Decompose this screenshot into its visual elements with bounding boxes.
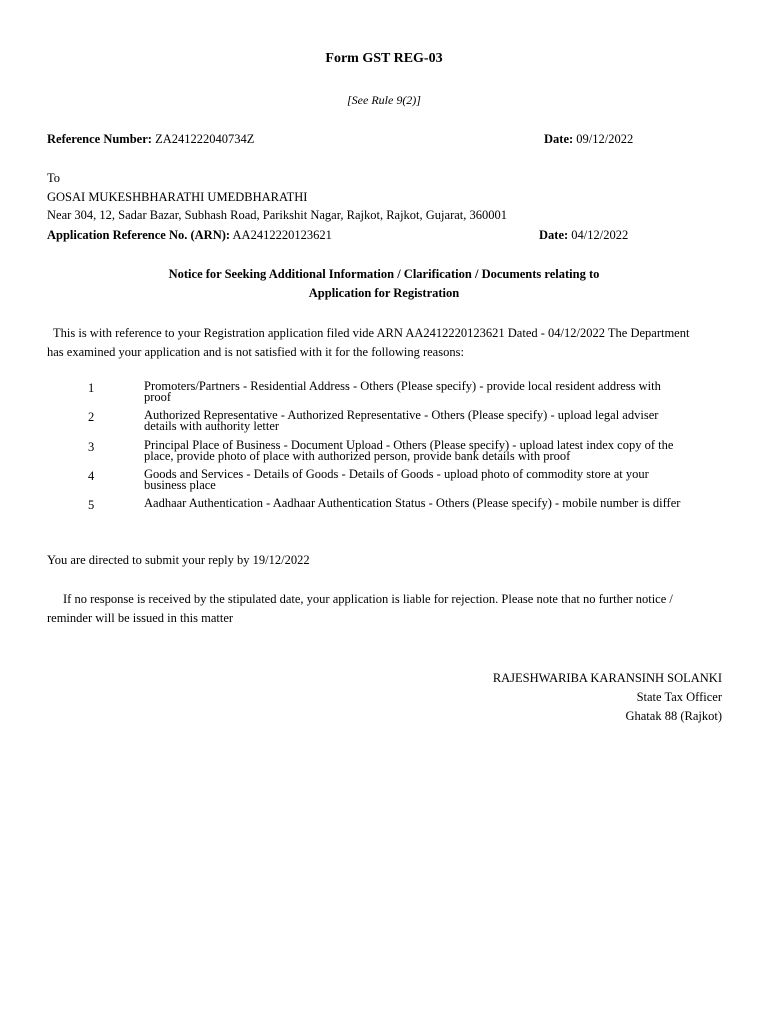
reference-number-label: Reference Number: [47, 132, 152, 146]
reason-number: 3 [88, 440, 95, 454]
reference-date-row [544, 132, 633, 147]
arn-label: Application Reference No. (ARN): [47, 228, 231, 242]
reply-directive: You are directed to submit your reply by 19/12/2022 [47, 553, 310, 567]
reference-date-value: 09/12/2022 [576, 132, 634, 146]
signatory-name: RAJESHWARIBA KARANSINH SOLANKI [492, 671, 722, 685]
reference-number-row [47, 132, 254, 147]
recipient-address: Near 304, 12, Sadar Bazar, Subhash Road, Parikshit Nagar, Rajkot, Rajkot, Gujarat, 360001 [47, 208, 508, 222]
intro-line2: has examined your application and is not satisfied with it for the following reasons: [47, 345, 464, 359]
arn-row [47, 228, 332, 243]
reference-number-value: ZA241222040734Z [155, 132, 255, 146]
to-label: To [47, 171, 61, 185]
warning-line2: reminder will be issued in this matter [47, 611, 234, 625]
signatory-designation: State Tax Officer [636, 690, 722, 704]
signatory-office: Ghatak 88 (Rajkot) [625, 709, 722, 723]
arn-date-label: Date: [539, 228, 569, 242]
reason-text: Promoters/Partners - Residential Address - Others (Please specify) - provide local resident address with proof [144, 379, 661, 404]
reason-text: Goods and Services - Details of Goods - Details of Goods - upload photo of commodity store at your business place [144, 467, 649, 492]
reason-number: 2 [88, 410, 95, 424]
reason-number: 5 [88, 498, 95, 512]
reason-text: Authorized Representative - Authorized Representative - Others (Please specify) - upload legal adviser details with authority letter [144, 408, 659, 433]
notice-heading-line1: Notice for Seeking Additional Information / Clarification / Documents relating to [168, 267, 600, 281]
warning-line1: If no response is received by the stipulated date, your application is liable for rejection. Please note that no further notice / [63, 592, 673, 606]
reason-number: 4 [88, 469, 95, 483]
arn-value: AA2412220123621 [232, 228, 332, 242]
reason-text: Principal Place of Business - Document Upload - Others (Please specify) - upload latest index copy of the place, provide photo of place with authorized person, provide bank details with proof [144, 438, 674, 463]
recipient-name: GOSAI MUKESHBHARATHI UMEDBHARATHI [47, 190, 308, 204]
reference-date-label: Date: [544, 132, 574, 146]
arn-date-value: 04/12/2022 [571, 228, 629, 242]
reason-number: 1 [88, 381, 95, 395]
intro-line1: This is with reference to your Registration application filed vide ARN AA2412220123621 Dated - 04/12/2022 The Department [53, 326, 690, 340]
reason-text: Aadhaar Authentication - Aadhaar Authentication Status - Others (Please specify) - mobile number is differ [144, 496, 681, 510]
form-title: Form GST REG-03 [325, 51, 443, 66]
arn-date-row [539, 228, 628, 243]
rule-reference: [See Rule 9(2)] [347, 93, 421, 107]
notice-heading-line2: Application for Registration [308, 286, 460, 300]
